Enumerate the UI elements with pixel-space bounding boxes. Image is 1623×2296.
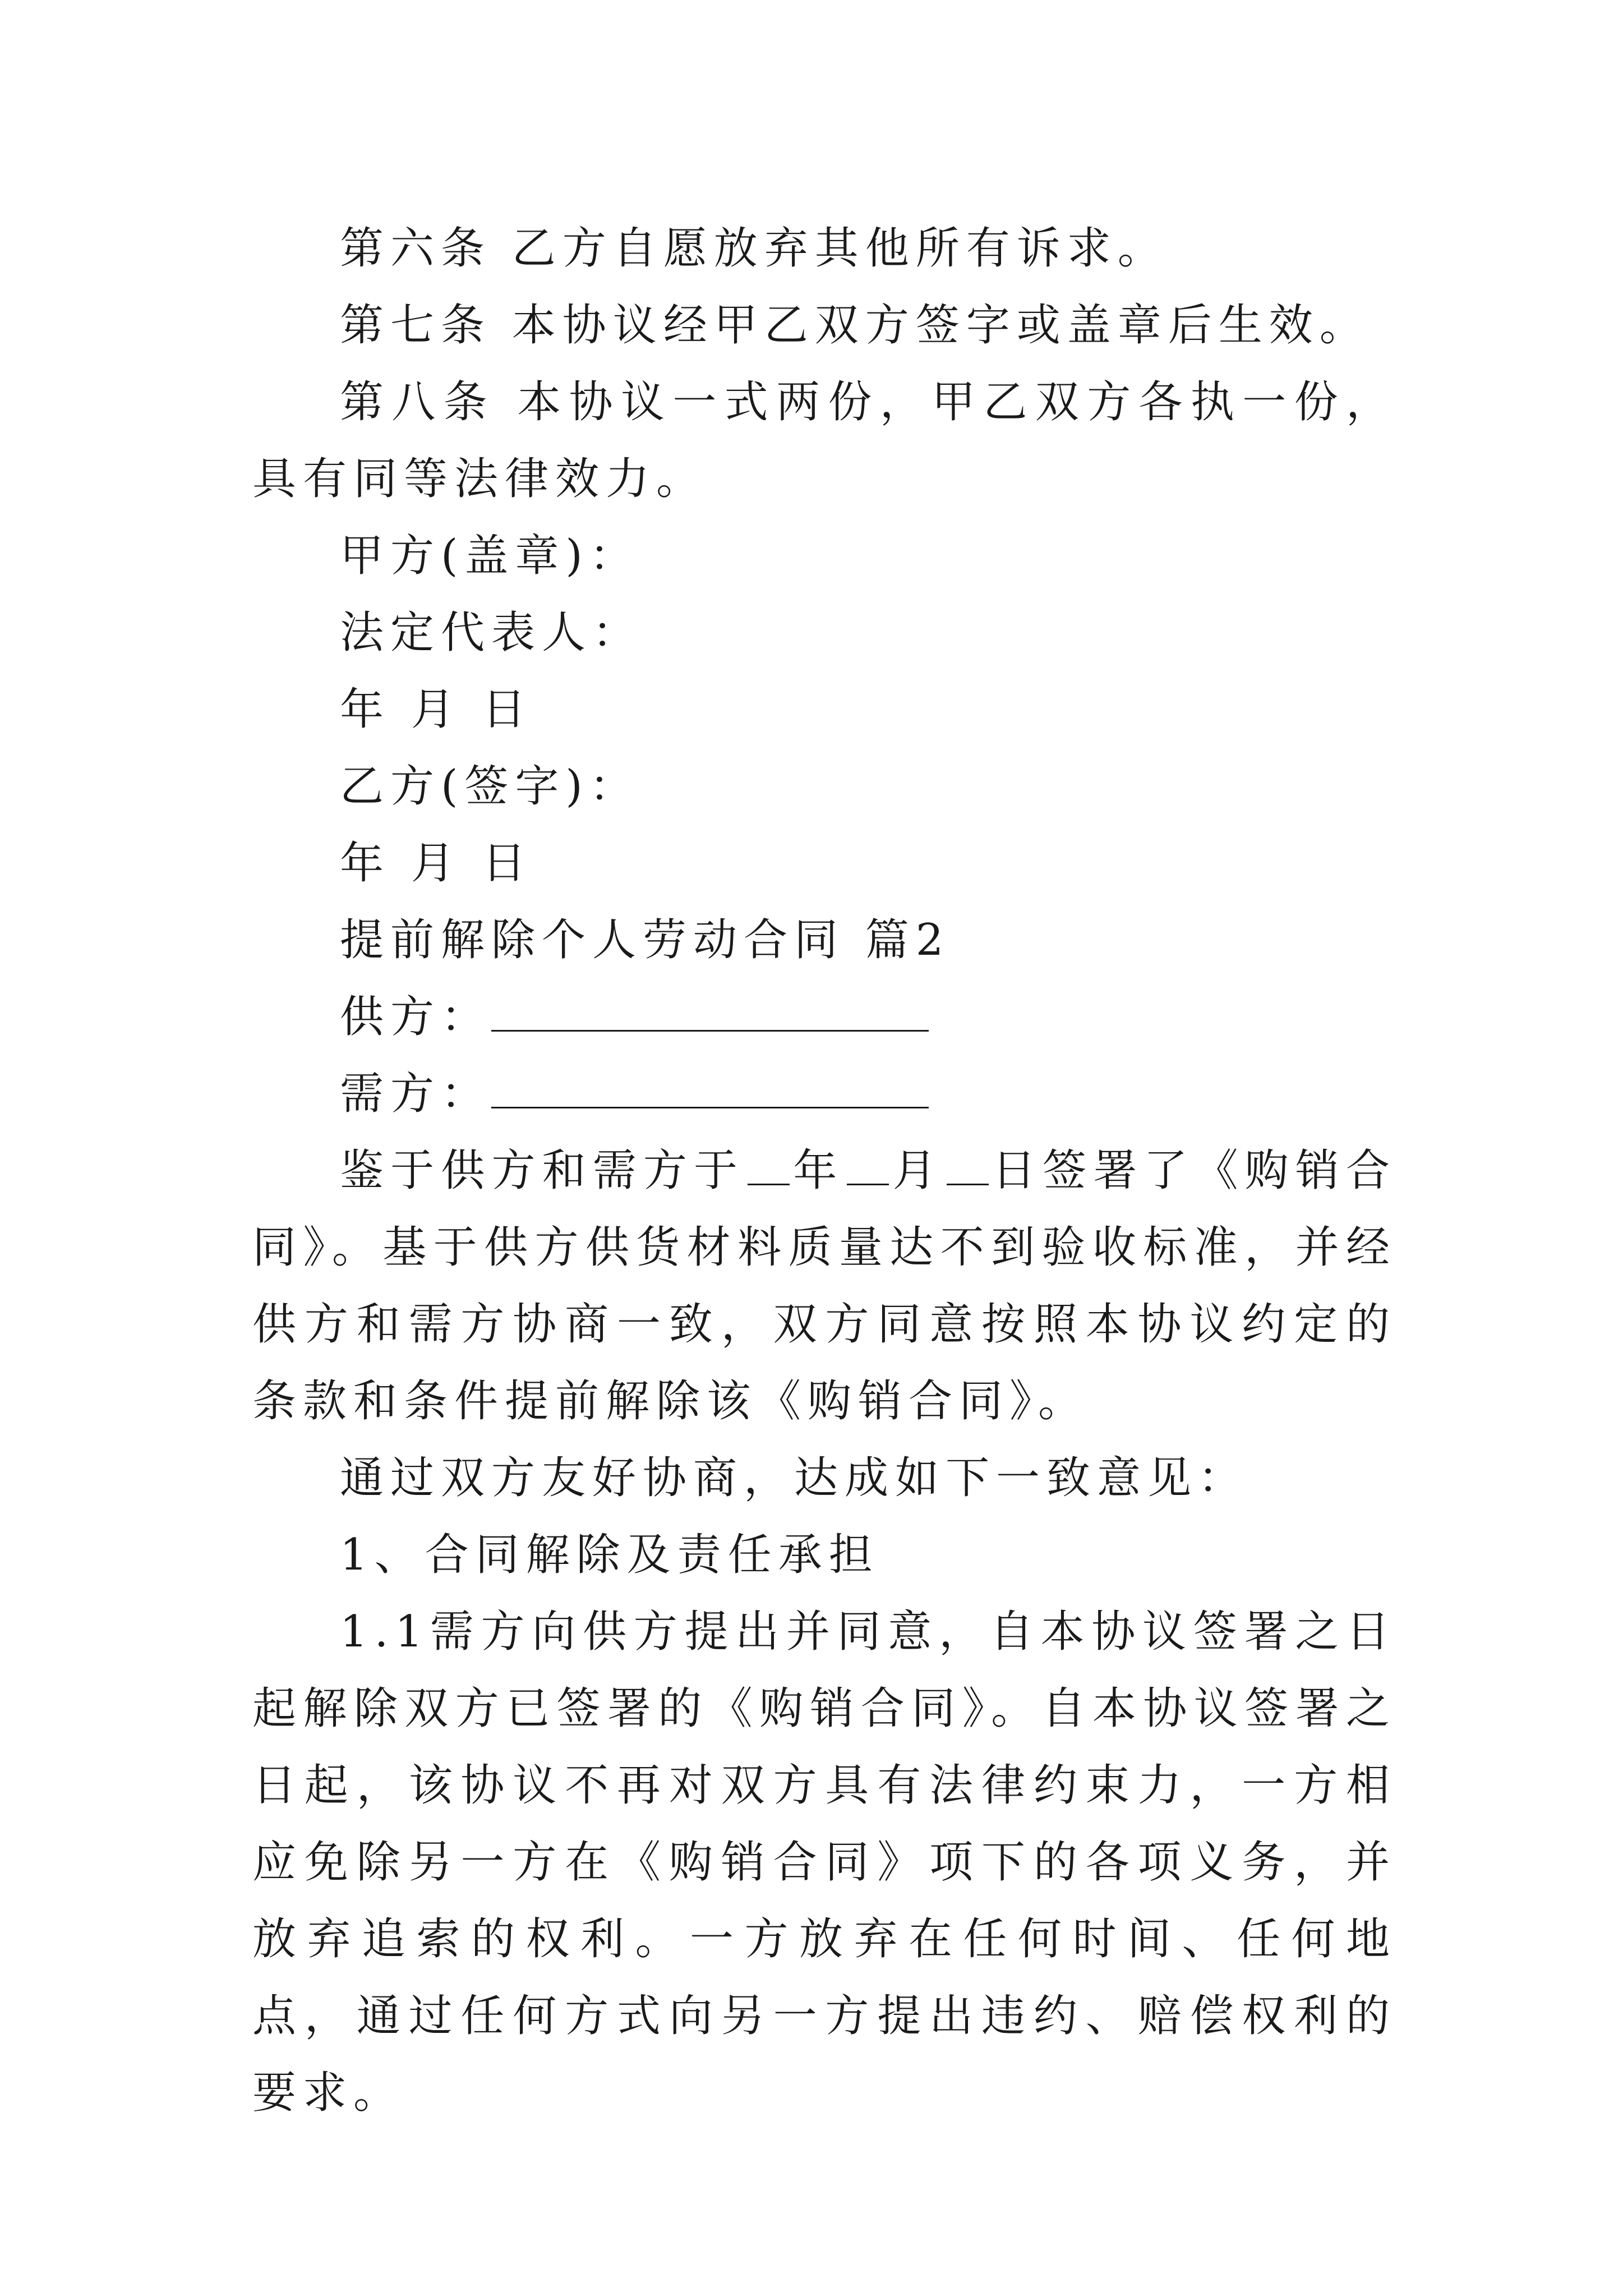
- day-blank: [947, 1150, 989, 1185]
- party-a-seal-label: 甲方(盖章)：: [340, 531, 640, 581]
- document-body: [252, 210, 1396, 2132]
- article-6: 第六条 乙方自愿放弃其他所有诉求。: [340, 223, 1168, 274]
- party-a-date: 年 月 日: [340, 684, 533, 735]
- month-blank: [847, 1150, 889, 1185]
- legal-representative-label: 法定代表人：: [340, 608, 643, 658]
- supplier-line: [252, 979, 1396, 1056]
- supplier-label: 供方：: [340, 992, 492, 1042]
- recital-year-label: 年: [793, 1145, 844, 1196]
- recital-text-start: 鉴于供方和需方于: [340, 1145, 745, 1196]
- article-8: 第八条 本协议一式两份，甲乙双方各执一份，具有同等法律效力。: [252, 377, 1396, 504]
- buyer-label: 需方：: [340, 1069, 492, 1119]
- buyer-line: [252, 1056, 1396, 1133]
- section-title: 提前解除个人劳动合同 篇2: [340, 915, 951, 965]
- article-7: 第七条 本协议经甲乙双方签字或盖章后生效。: [340, 300, 1370, 351]
- consensus-paragraph: 通过双方友好协商，达成如下一致意见：: [340, 1453, 1249, 1503]
- clause-1-1: 1.1需方向供方提出并同意，自本协议签署之日起解除双方已签署的《购销合同》。自本协议签署之日起，该协议不再对双方具有法律约束力，一方相应免除另一方在《购销合同》项下的各项义务，并放弃追索的权利。一方放弃在任何时间、任何地点，通过任何方式向另一方提出违约、赔偿权利的要求。: [252, 1607, 1396, 2118]
- year-blank: [748, 1150, 790, 1185]
- party-b-signature-label: 乙方(签字)：: [340, 761, 640, 812]
- recital-text-end: 日签署了《购销合同》。基于供方供货材料质量达不到验收标准，并经供方和需方协商一致，双方同意按照本协议约定的条款和条件提前解除该《购销合同》。: [252, 1145, 1396, 1427]
- party-b-date: 年 月 日: [340, 838, 533, 889]
- buyer-blank: [491, 1073, 929, 1108]
- recital-month-label: 月: [892, 1145, 943, 1196]
- clause-1-heading: 1、合同解除及责任承担: [340, 1530, 879, 1580]
- supplier-blank: [491, 996, 929, 1032]
- recital-paragraph: [252, 1133, 1396, 1440]
